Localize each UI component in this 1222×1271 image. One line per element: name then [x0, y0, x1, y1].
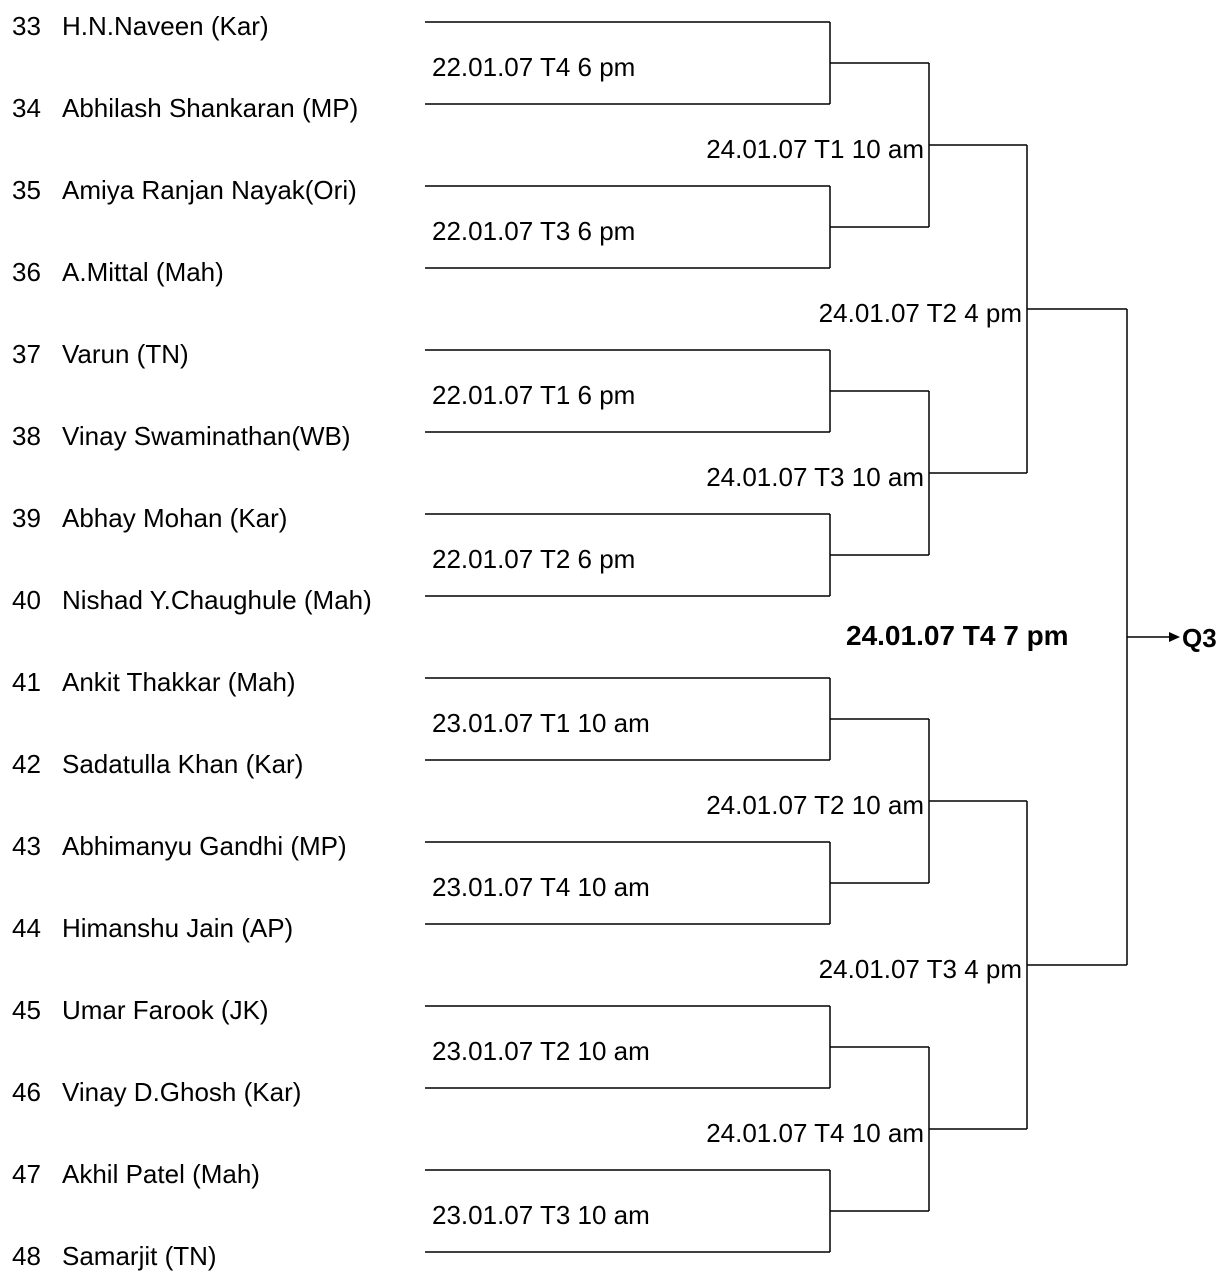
- player-34-name: Abhilash Shankaran (MP): [62, 93, 359, 123]
- seed-37: 37: [12, 339, 41, 369]
- player-47-name: Akhil Patel (Mah): [62, 1159, 260, 1189]
- round1-match-2-schedule: 22.01.07 T3 6 pm: [432, 216, 636, 246]
- round3-match-1-schedule: 24.01.07 T2 4 pm: [818, 298, 1022, 328]
- seed-44: 44: [12, 913, 41, 943]
- player-45-name: Umar Farook (JK): [62, 995, 269, 1025]
- seed-35: 35: [12, 175, 41, 205]
- seed-34: 34: [12, 93, 41, 123]
- seed-38: 38: [12, 421, 41, 451]
- arrow-icon: [1169, 632, 1180, 642]
- seed-48: 48: [12, 1241, 41, 1271]
- round2-match-1-schedule: 24.01.07 T1 10 am: [706, 134, 924, 164]
- round2-match-2-schedule: 24.01.07 T3 10 am: [706, 462, 924, 492]
- seed-36: 36: [12, 257, 41, 287]
- seed-40: 40: [12, 585, 41, 615]
- round1-match-8-schedule: 23.01.07 T3 10 am: [432, 1200, 650, 1230]
- final-match-schedule: 24.01.07 T4 7 pm: [846, 620, 1069, 651]
- player-40-name: Nishad Y.Chaughule (Mah): [62, 585, 372, 615]
- round1-match-6-schedule: 23.01.07 T4 10 am: [432, 872, 650, 902]
- seed-41: 41: [12, 667, 41, 697]
- player-43-name: Abhimanyu Gandhi (MP): [62, 831, 347, 861]
- seed-47: 47: [12, 1159, 41, 1189]
- seed-46: 46: [12, 1077, 41, 1107]
- round1-match-7-schedule: 23.01.07 T2 10 am: [432, 1036, 650, 1066]
- qualifier-destination: Q3: [1182, 623, 1217, 653]
- player-44-name: Himanshu Jain (AP): [62, 913, 294, 943]
- round1-match-3-schedule: 22.01.07 T1 6 pm: [432, 380, 636, 410]
- player-42-name: Sadatulla Khan (Kar): [62, 749, 304, 779]
- round1-match-5-schedule: 23.01.07 T1 10 am: [432, 708, 650, 738]
- round2-match-3-schedule: 24.01.07 T2 10 am: [706, 790, 924, 820]
- round2-match-4-schedule: 24.01.07 T4 10 am: [706, 1118, 924, 1148]
- player-46-name: Vinay D.Ghosh (Kar): [62, 1077, 302, 1107]
- round3-match-2-schedule: 24.01.07 T3 4 pm: [818, 954, 1022, 984]
- seed-33: 33: [12, 11, 41, 41]
- seed-42: 42: [12, 749, 41, 779]
- player-36-name: A.Mittal (Mah): [62, 257, 224, 287]
- seed-39: 39: [12, 503, 41, 533]
- player-37-name: Varun (TN): [62, 339, 189, 369]
- player-39-name: Abhay Mohan (Kar): [62, 503, 288, 533]
- seed-45: 45: [12, 995, 41, 1025]
- seed-43: 43: [12, 831, 41, 861]
- player-41-name: Ankit Thakkar (Mah): [62, 667, 296, 697]
- round1-match-4-schedule: 22.01.07 T2 6 pm: [432, 544, 636, 574]
- player-48-name: Samarjit (TN): [62, 1241, 217, 1271]
- player-35-name: Amiya Ranjan Nayak(Ori): [62, 175, 357, 205]
- player-33-name: H.N.Naveen (Kar): [62, 11, 269, 41]
- player-38-name: Vinay Swaminathan(WB): [62, 421, 351, 451]
- round1-match-1-schedule: 22.01.07 T4 6 pm: [432, 52, 636, 82]
